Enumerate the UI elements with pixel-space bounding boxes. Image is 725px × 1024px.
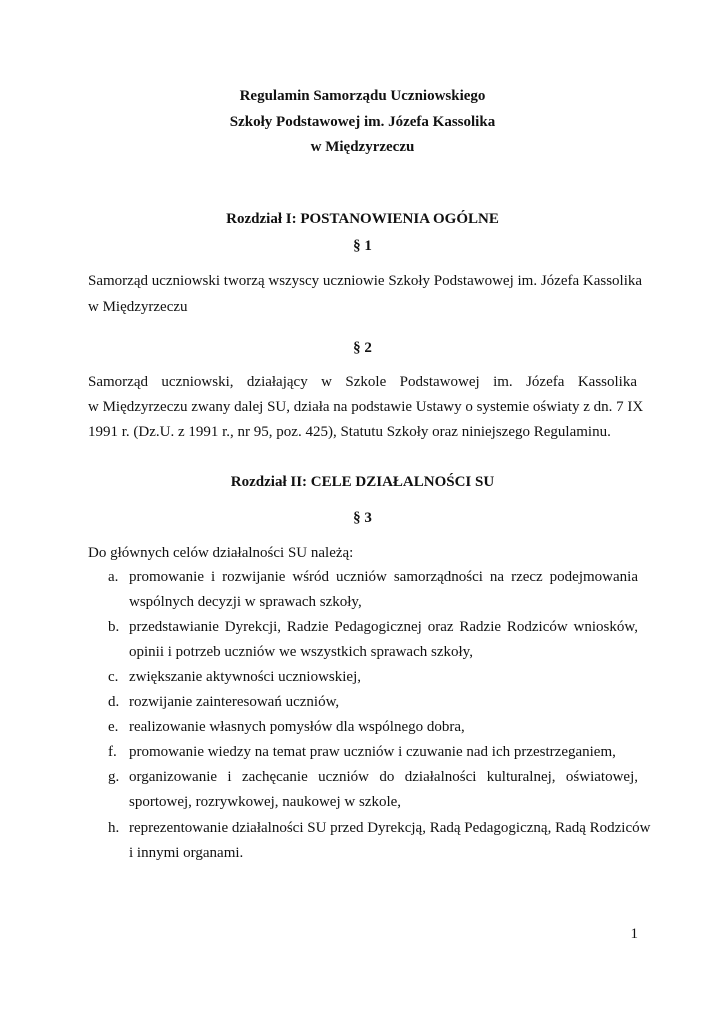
document-title-line-3: w Międzyrzeczu	[310, 139, 415, 155]
chapter-1-heading: Rozdział I: POSTANOWIENIA OGÓLNE	[226, 211, 499, 227]
section-1-mark: § 1	[353, 238, 372, 254]
section-3-mark: § 3	[353, 510, 372, 526]
document-title-line-2: Szkoły Podstawowej im. Józefa Kassolika	[229, 114, 496, 130]
list-item-text-line-1: promowanie i rozwijanie wśród uczniów samorządności na rzecz podejmowania	[129, 569, 638, 585]
section-2-text-line-3: 1991 r. (Dz.U. z 1991 r., nr 95, poz. 425), Statutu Szkoły oraz niniejszego Regulaminu.	[88, 424, 611, 440]
section-2-text-line-1: Samorząd uczniowski, działający w Szkole Podstawowej im. Józefa Kassolika	[88, 374, 637, 390]
list-item-text-line-1: promowanie wiedzy na temat praw uczniów i czuwanie nad ich przestrzeganiem,	[129, 744, 616, 760]
list-item-text-line-2: sportowej, rozrywkowej, naukowej w szkole,	[129, 794, 402, 810]
page-number: 1	[630, 926, 638, 942]
list-item-text-line-1: rozwijanie zainteresowań uczniów,	[129, 694, 340, 710]
section-3-intro: Do głównych celów działalności SU należą:	[88, 545, 354, 561]
section-1-text-line-1: Samorząd uczniowski tworzą wszyscy uczniowie Szkoły Podstawowej im. Józefa Kassolika	[88, 273, 643, 289]
section-2-text-line-2: w Międzyrzeczu zwany dalej SU, działa na podstawie Ustawy o systemie oświaty z dn. 7 IX	[88, 399, 644, 415]
list-item-text-line-2: wspólnych decyzji w sprawach szkoły,	[129, 594, 362, 610]
chapter-2-heading: Rozdział II: CELE DZIAŁALNOŚCI SU	[230, 474, 495, 490]
document-title-line-1: Regulamin Samorządu Uczniowskiego	[239, 88, 486, 104]
list-letter: h.	[108, 820, 120, 836]
section-2-mark: § 2	[353, 340, 372, 356]
list-item-text-line-2: i innymi organami.	[129, 845, 244, 861]
list-item-text-line-1: reprezentowanie działalności SU przed Dyrekcją, Radą Pedagogiczną, Radą Rodziców	[129, 820, 651, 836]
list-item-text-line-1: realizowanie własnych pomysłów dla wspólnego dobra,	[129, 719, 465, 735]
list-item-text-line-1: organizowanie i zachęcanie uczniów do działalności kulturalnej, oświatowej,	[129, 769, 638, 785]
list-letter: a.	[108, 569, 119, 585]
list-letter: c.	[108, 669, 119, 685]
list-letter: d.	[108, 694, 120, 710]
list-letter: e.	[108, 719, 119, 735]
list-letter: g.	[108, 769, 120, 785]
list-letter: b.	[108, 619, 120, 635]
list-letter: f.	[108, 744, 117, 760]
section-1-text-line-2: w Międzyrzeczu	[88, 299, 188, 315]
list-item-text-line-2: opinii i potrzeb uczniów we wszystkich sprawach szkoły,	[129, 644, 473, 660]
list-item-text-line-1: przedstawianie Dyrekcji, Radzie Pedagogicznej oraz Radzie Rodziców wniosków,	[129, 619, 638, 635]
list-item-text-line-1: zwiększanie aktywności uczniowskiej,	[129, 669, 362, 685]
